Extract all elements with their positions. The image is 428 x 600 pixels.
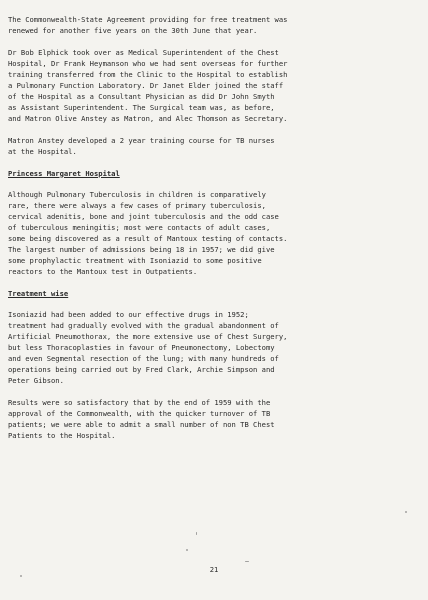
- scan-speck: [405, 511, 407, 513]
- paragraph-agreement: The Commonwealth-State Agreement providing for free treatment was renewed for another five years on the 30th June that year.: [8, 15, 288, 36]
- paragraph-staff: Dr Bob Elphick took over as Medical Superintendent of the Chest Hospital, Dr Frank Heymanson who we had sent overseas for further training transferred from the Clinic to the Hospital to establish a Pulmonary Function Laboratory. Dr Janet Elder joined the staff of the Hospital as a Consultant Physician as did Dr John Smyth as Assistant Superintendent. The Surgical team was, as before, and Matron Olive Anstey as Matron, and Alec Thomson as Secretary.: [8, 48, 288, 124]
- scan-speck: [20, 575, 22, 577]
- page-number: 21: [209, 565, 219, 574]
- paragraph-training: Matron Anstey developed a 2 year training course for TB nurses at the Hospital.: [8, 136, 275, 157]
- scan-speck: [196, 532, 197, 535]
- heading-treatment-wise: Treatment wise: [8, 288, 69, 298]
- paragraph-pulmonary-children: Although Pulmonary Tuberculosis in children is comparatively rare, there were always a few cases of primary tuberculosis, cervical adenitis, bone and joint tuberculosis and the odd case of tuberculous meningitis; most were contacts of adult cases, some being discovered as a result of Mantoux testing of contacts. The largest number of admissions being 18 in 1957; we did give some prophylactic treatment with Isoniazid to some positive reactors to the Mantoux test in Outpatients.: [8, 189, 288, 276]
- scan-speck: [245, 561, 249, 562]
- paragraph-results: Results were so satisfactory that by the end of 1959 with the approval of the Commonwealth, with the quicker turnover of TB patients; we were able to admit a small number of non TB Chest Patients to the Hospital.: [8, 398, 275, 441]
- paragraph-treatment: Isoniazid had been added to our effective drugs in 1952; treatment had gradually evolved with the gradual abandonment of Artificial Pneumothorax, the more extensive use of Chest Surgery, but less Thoracoplasties in favour of Pneumonectomy, Lobectomy and even Segmental resection of the lung; with many hundreds of operations being carried out by Fred Clark, Archie Simpson and Peter Gibson.: [8, 309, 288, 386]
- heading-princess-margaret: Princess Margaret Hospital: [8, 168, 120, 178]
- scan-speck: [186, 549, 188, 551]
